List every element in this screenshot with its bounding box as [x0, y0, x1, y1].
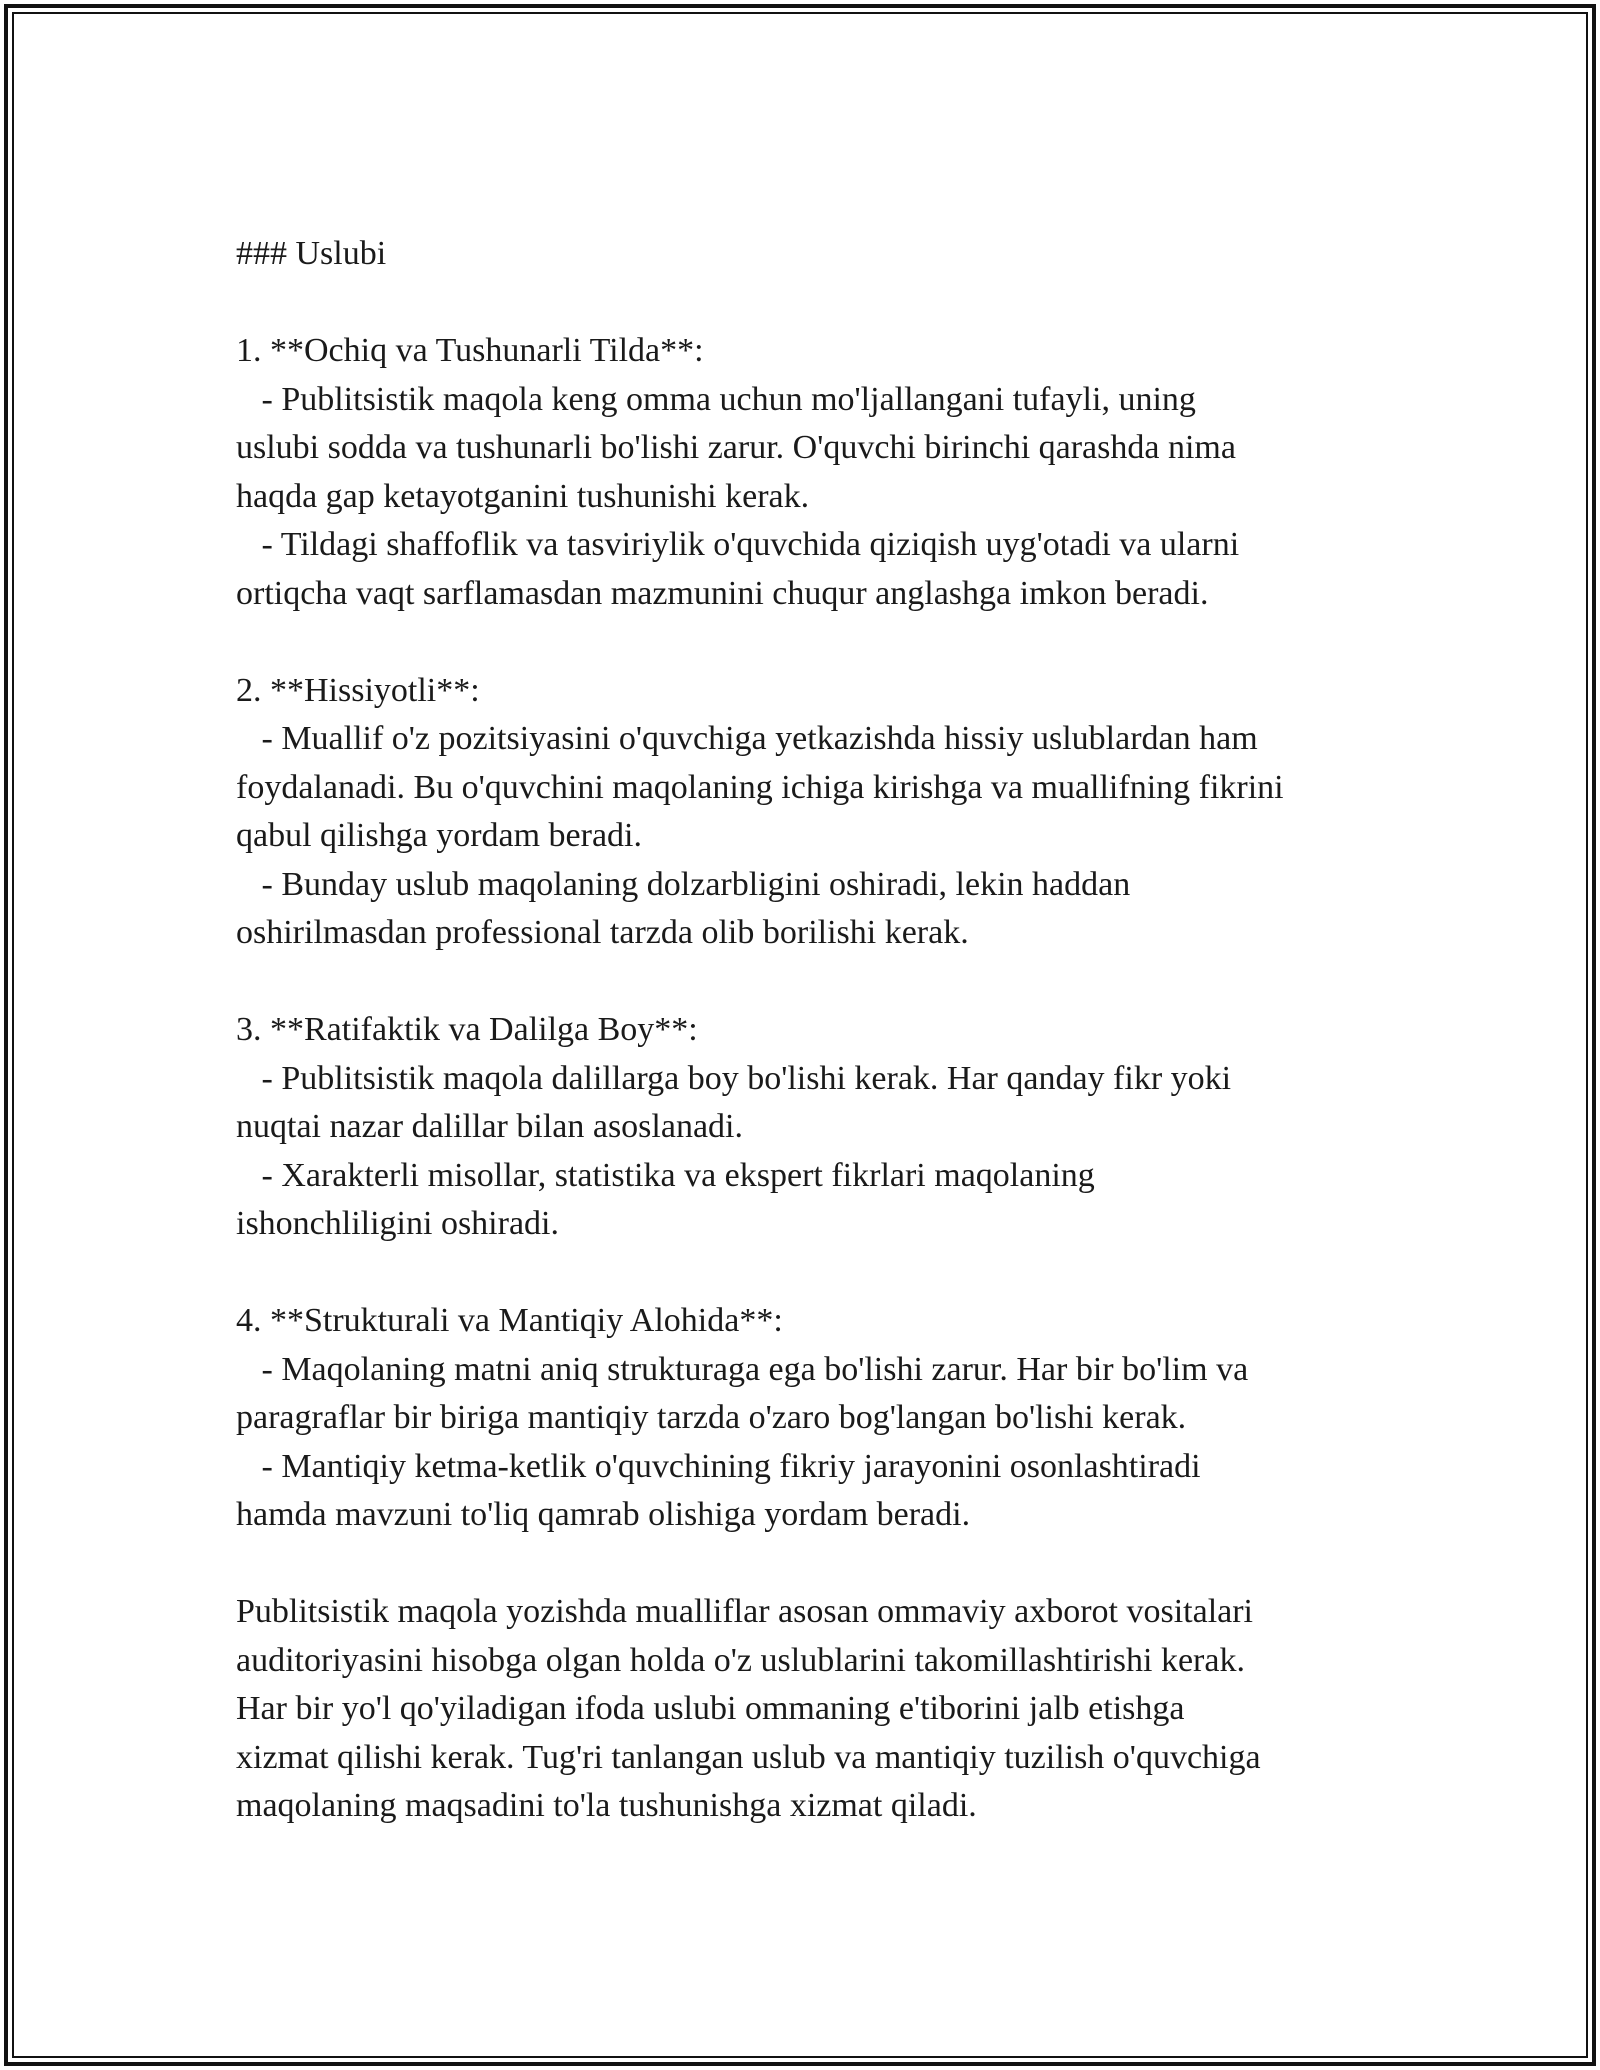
- list-item-1: [236, 327, 1386, 618]
- paragraph-line: haqda gap ketayotganini tushunishi kerak.: [236, 477, 810, 515]
- conclusion-paragraph: [236, 1588, 1386, 1831]
- paragraph-line: - Publitsistik maqola keng omma uchun mo'ljallangani tufayli, uning: [236, 380, 1196, 418]
- blank-line: [236, 1540, 1386, 1589]
- paragraph-line: - Xarakterli misollar, statistika va ekspert fikrlari maqolaning: [236, 1156, 1095, 1194]
- paragraph-line: paragraflar bir biriga mantiqiy tarzda o'zaro bog'langan bo'lishi kerak.: [236, 1399, 1187, 1436]
- paragraph-line: nuqtai nazar dalillar bilan asoslanadi.: [236, 1108, 743, 1145]
- paragraph-line: - Muallif o'z pozitsiyasini o'quvchiga yetkazishda hissiy uslublardan ham: [236, 720, 1258, 757]
- paragraph-line: - Tildagi shaffoflik va tasviriylik o'quvchida qiziqish uyg'otadi va ularni: [236, 526, 1240, 563]
- blank-line: [236, 618, 1386, 667]
- paragraph-line: - Bunday uslub maqolaning dolzarbligini oshiradi, lekin haddan: [236, 865, 1131, 903]
- paragraph-line: uslubi sodda va tushunarli bo'lishi zarur. O'quvchi birinchi qarashda nima: [236, 429, 1236, 466]
- paragraph-line: ishonchliligini oshiradi.: [236, 1205, 559, 1242]
- blank-line: [236, 1249, 1386, 1298]
- paragraph-line: ortiqcha vaqt sarflamasdan mazmunini chuqur anglashga imkon beradi.: [236, 574, 1209, 612]
- paragraph-line: auditoriyasini hisobga olgan holda o'z uslublarini takomillashtirishi kerak.: [236, 1641, 1245, 1679]
- blank-line: [236, 279, 1386, 328]
- list-item-title: 3. **Ratifaktik va Dalilga Boy**:: [236, 1011, 698, 1048]
- paragraph-line: - Publitsistik maqola dalillarga boy bo'lishi kerak. Har qanday fikr yoki: [236, 1059, 1232, 1097]
- list-item-title: 2. **Hissiyotli**:: [236, 671, 480, 709]
- paragraph-line: xizmat qilishi kerak. Tug'ri tanlangan uslub va mantiqiy tuzilish o'quvchiga: [236, 1738, 1261, 1776]
- paragraph-line: oshirilmasdan professional tarzda olib borilishi kerak.: [236, 914, 969, 951]
- list-item-2: [236, 667, 1386, 958]
- list-item-title: 1. **Ochiq va Tushunarli Tilda**:: [236, 332, 704, 369]
- paragraph-line: hamda mavzuni to'liq qamrab olishiga yordam beradi.: [236, 1496, 971, 1533]
- paragraph-line: Har bir yo'l qo'yiladigan ifoda uslubi ommaning e'tiborini jalb etishga: [236, 1690, 1185, 1727]
- section-heading: ### Uslubi: [236, 235, 387, 272]
- paragraph-line: - Maqolaning matni aniq strukturaga ega bo'lishi zarur. Har bir bo'lim va: [236, 1350, 1249, 1388]
- list-item-4: [236, 1297, 1386, 1540]
- paragraph-line: foydalanadi. Bu o'quvchini maqolaning ichiga kirishga va muallifning fikrini: [236, 768, 1284, 806]
- list-item-title: 4. **Strukturali va Mantiqiy Alohida**:: [236, 1302, 783, 1339]
- paragraph-line: Publitsistik maqola yozishda mualliflar asosan ommaviy axborot vositalari: [236, 1593, 1253, 1630]
- paragraph-line: maqolaning maqsadini to'la tushunishga xizmat qiladi.: [236, 1787, 977, 1824]
- document-body: [236, 230, 1386, 1831]
- blank-line: [236, 958, 1386, 1007]
- list-item-3: [236, 1006, 1386, 1249]
- paragraph-line: - Mantiqiy ketma-ketlik o'quvchining fikriy jarayonini osonlashtiradi: [236, 1447, 1201, 1485]
- paragraph-line: qabul qilishga yordam beradi.: [236, 817, 643, 854]
